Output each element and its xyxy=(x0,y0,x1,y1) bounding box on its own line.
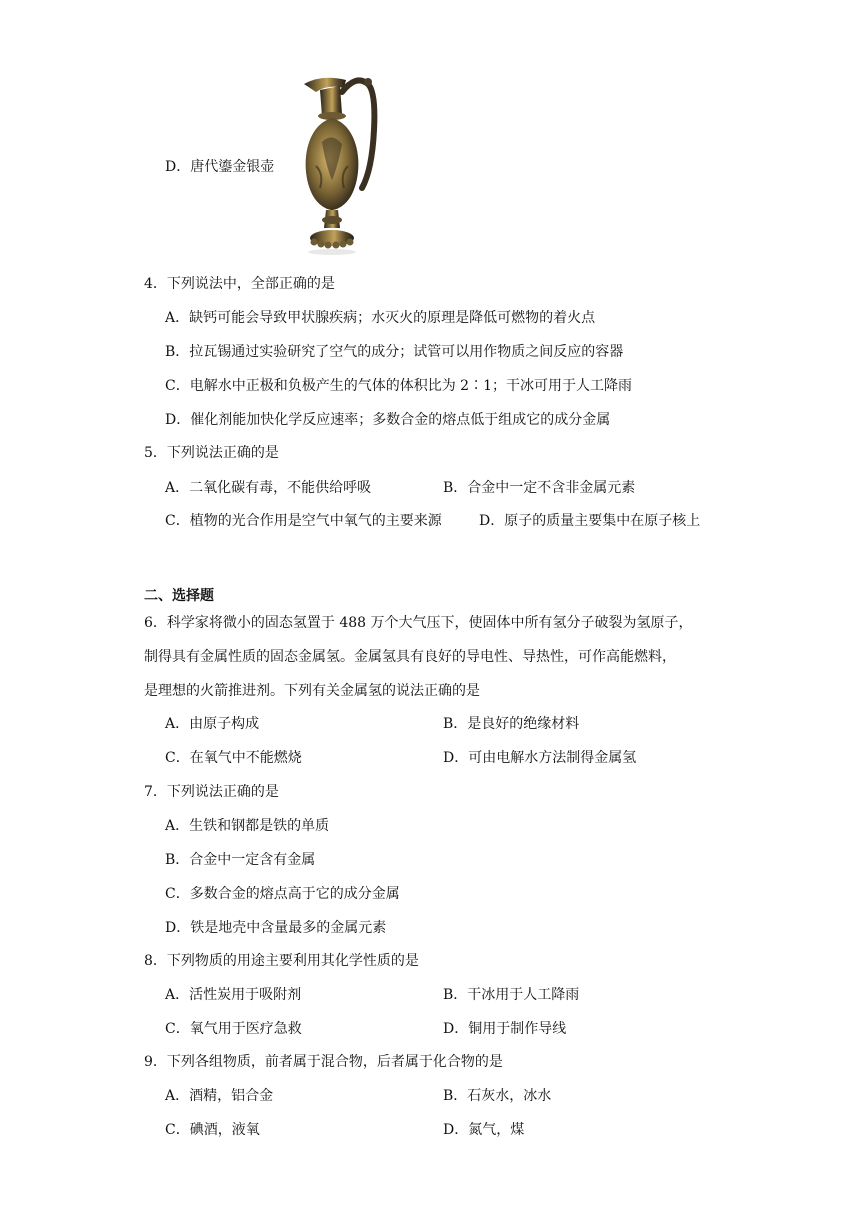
q5-option-b[interactable]: B．合金中一定不含非金属元素 xyxy=(443,480,636,496)
q9-stem: 9．下列各组物质，前者属于混合物，后者属于化合物的是 xyxy=(144,1054,503,1070)
q4-stem: 4．下列说法中，全部正确的是 xyxy=(144,276,335,292)
q3-option-d[interactable]: D．唐代鎏金银壶 xyxy=(165,159,275,175)
q8-stem: 8．下列物质的用途主要利用其化学性质的是 xyxy=(144,953,419,969)
q4-option-d[interactable]: D．催化剂能加快化学反应速率；多数合金的熔点低于组成它的成分金属 xyxy=(165,412,611,428)
q9-option-c[interactable]: C．碘酒，液氧 xyxy=(165,1122,260,1138)
q9-option-a[interactable]: A．酒精，铝合金 xyxy=(165,1088,274,1104)
q9-option-b[interactable]: B．石灰水，冰水 xyxy=(443,1088,552,1104)
q8-option-d[interactable]: D．铜用于制作导线 xyxy=(443,1021,567,1037)
q5-option-a[interactable]: A．二氧化碳有毒，不能供给呼吸 xyxy=(165,480,372,496)
q6-stem-line-2: 制得具有金属性质的固态金属氢。金属氢具有良好的导电性、导热性，可作高能燃料， xyxy=(144,649,676,665)
section-title: 二、选择题 xyxy=(144,588,214,604)
q8-option-a[interactable]: A．活性炭用于吸附剂 xyxy=(165,987,302,1003)
q8-option-c[interactable]: C．氧气用于医疗急救 xyxy=(165,1021,302,1037)
q7-option-a[interactable]: A．生铁和钢都是铁的单质 xyxy=(165,818,330,834)
q4-option-b[interactable]: B．拉瓦锡通过实验研究了空气的成分；试管可以用作物质之间反应的容器 xyxy=(165,344,624,360)
q6-stem-line-3: 是理想的火箭推进剂。下列有关金属氢的说法正确的是 xyxy=(144,683,480,699)
q6-option-c[interactable]: C．在氧气中不能燃烧 xyxy=(165,750,302,766)
q4-option-c[interactable]: C．电解水中正极和负极产生的气体的体积比为 2∶1；干冰可用于人工降雨 xyxy=(165,378,632,394)
q7-option-d[interactable]: D．铁是地壳中含量最多的金属元素 xyxy=(165,920,387,936)
q7-stem: 7．下列说法正确的是 xyxy=(144,784,279,800)
q5-stem: 5．下列说法正确的是 xyxy=(144,445,279,461)
q6-stem-line-1: 6．科学家将微小的固态氢置于 488 万个大气压下，使固体中所有氢分子破裂为氢原子， xyxy=(144,615,693,631)
q4-option-a[interactable]: A．缺钙可能会导致甲状腺疾病；水灭火的原理是降低可燃物的着火点 xyxy=(165,310,596,326)
q5-option-d[interactable]: D．原子的质量主要集中在原子核上 xyxy=(479,513,701,529)
q8-option-b[interactable]: B．干冰用于人工降雨 xyxy=(443,987,580,1003)
q7-option-b[interactable]: B．合金中一定含有金属 xyxy=(165,852,316,868)
q6-option-b[interactable]: B．是良好的绝缘材料 xyxy=(443,716,580,732)
q6-option-a[interactable]: A．由原子构成 xyxy=(165,716,260,732)
gilt-silver-ewer-image xyxy=(282,70,390,258)
q9-option-d[interactable]: D．氮气，煤 xyxy=(443,1122,525,1138)
q5-option-c[interactable]: C．植物的光合作用是空气中氧气的主要来源 xyxy=(165,513,442,529)
q6-option-d[interactable]: D．可由电解水方法制得金属氢 xyxy=(443,750,637,766)
q7-option-c[interactable]: C．多数合金的熔点高于它的成分金属 xyxy=(165,886,400,902)
